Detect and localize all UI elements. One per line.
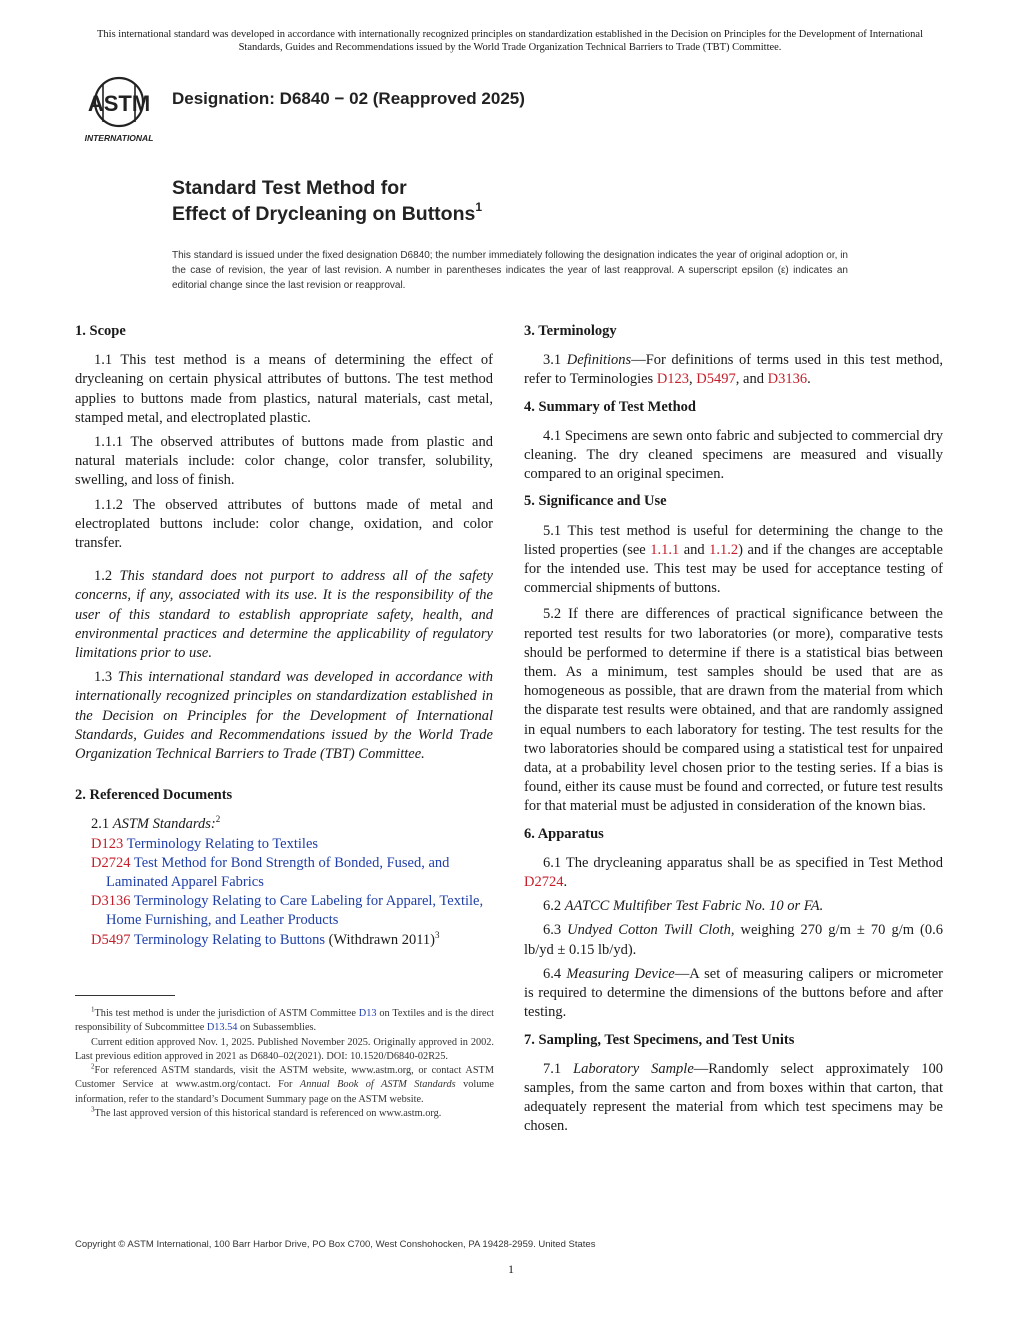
para-4-1: 4.1 Specimens are sewn onto fabric and subjected to commercial dry cleaning. The dry cleaned specimens are measured and visually compared to an original specimen. [524,427,943,483]
para-1-2-text: This standard does not purport to address all of the safety concerns, if any, associated with its use. It is the responsibility of the user of this standard to establish appropriate safety, health, and environmental practices and determine the applicability of regulatory limitations prior to use. [75,568,493,662]
para-2-1-label: ASTM Standards: [112,816,216,833]
issued-note: This standard is issued under the fixed designation D6840; the number immediately following the designation indicates the year of original adoption or, in the case of revision, the year of last revision. A number in parentheses indicates the year of last reapproval. A superscript epsilon (ε) indicates an editorial change since the last revision or reapproval. [172,250,848,291]
ref-link-d123[interactable]: D123 [656,371,690,388]
standard-notice: This international standard was developed in accordance with internationally recognized principles on standardization established in the Decision on Principles for the Development of International Standards, Guides and Recommendations issued by the World Trade Organization Technical Barriers to Trade (TBT) Committee. [96,29,924,53]
para-7-1-text: —Randomly select approximately 100 samples, from the same carton and from boxes within that carton, that adequately represent the material from which test specimens may be chosen. [524,1060,944,1135]
subcommittee-link[interactable]: D13.54 [206,1022,238,1034]
para-7-1 [524,1060,943,1137]
ref-title-link[interactable]: Terminology Relating to Textiles [126,835,319,852]
footnote-2-mark: 2 [91,1062,95,1071]
footnote-mark-3: 3 [435,929,440,940]
section-link-1-1-1[interactable]: 1.1.1 [650,541,680,558]
footnote-3 [75,1107,494,1121]
ref-code-link[interactable]: D123 [91,835,124,852]
ref-title-link[interactable]: Test Method for Bond Strength of Bonded, Fused, and Laminated Apparel Fabrics [106,854,450,891]
footnote-edition: Current edition approved Nov. 1, 2025. Published November 2025. Originally approved in 2002. Last previous edition approved in 2021 as D6840–02(2021). DOI: 10.1520/D6840-02R25. [75,1036,494,1062]
footnote-mark-2: 2 [215,814,221,825]
para-1-3-number: 1.3 [94,669,113,686]
ref-title-link[interactable]: Terminology Relating to Buttons [133,931,325,948]
para-5-1 [524,522,943,599]
ref-link-d3136[interactable]: D3136 [767,371,808,388]
section-3-heading: 3. Terminology [524,323,617,339]
astm-logo-mark [73,72,163,146]
para-1-1: 1.1 This test method is a means of determining the effect of drycleaning on certain physical attributes of buttons. The test method applies to buttons made from plastics, natural materials, cast metal, stamped metal, and electroplated plastic. [75,352,493,426]
para-1-3 [75,668,493,764]
para-3-1-text: —For definitions of terms used in this test method, refer to Terminologies [524,352,943,388]
para-1-2-number: 1.2 [94,568,113,585]
footnote-2-text-b: volume information, refer to the standard’s Document Summary page on the ASTM website. [75,1079,494,1105]
para-6-3-term: Undyed Cotton Twill Cloth, [567,922,735,939]
section-2-heading: 2. Referenced Documents [75,787,233,804]
para-1-1-2: 1.1.2 The observed attributes of buttons made of metal and electroplated buttons include: color change, oxidation, and color transfer. [75,496,493,552]
para-1-2 [75,567,493,663]
ref-link-d2724[interactable]: D2724 [524,874,564,891]
footnote-3-mark: 3 [91,1105,95,1114]
para-3-1 [524,351,943,389]
footnotes [75,1007,494,1121]
section-5-heading: 5. Significance and Use [524,493,667,510]
referenced-documents-list [75,815,493,949]
para-6-1-text: 6.1 The drycleaning apparatus shall be as specified in Test Method [543,854,943,871]
para-2-1-number: 2.1 [91,816,110,833]
committee-link[interactable]: D13 [358,1008,377,1019]
section-6-heading: 6. Apparatus [524,825,604,842]
para-6-2 [524,897,943,916]
para-7-1-number: 7.1 [543,1060,562,1077]
separator: , [689,371,697,388]
para-6-4-text: —A set of measuring calipers or micrometer is required to determine the dimensions of the buttons before and after testing. [524,965,943,1021]
ref-code-link[interactable]: D2724 [91,854,131,871]
para-1-3-text: This international standard was developed in accordance with internationally recognized principles on standardization established in the Decision on Principles for the Development of International Standards, Guides and Recommendations issued by the World Trade Organization Technical Barriers to Trade (TBT) Committee. [75,669,493,763]
footnote-1 [75,1007,494,1036]
footnote-1-text-a: This test method is under the jurisdiction of ASTM Committee [94,1008,359,1019]
copyright-notice: Copyright © ASTM International, 100 Barr Harbor Drive, PO Box C700, West Conshohocken, PA 19428-2959. United States [75,1239,596,1250]
period: . [563,874,568,891]
section-4-heading: 4. Summary of Test Method [524,398,696,415]
logo-letters: ASTM [87,91,151,116]
list-item[interactable] [75,931,493,950]
section-link-1-1-2[interactable]: 1.1.2 [709,541,739,558]
footnote-3-text: The last approved version of this historical standard is referenced on www.astm.org. [94,1108,442,1120]
para-6-3-number: 6.3 [543,922,562,939]
para-6-4-term: Measuring Device [566,965,675,982]
separator: , and [735,371,768,388]
footnote-1-text-b: on Textiles and is the direct responsibility of Subcommittee [75,1008,494,1034]
astm-standards-label [75,815,493,834]
para-7-1-term: Laboratory Sample [573,1060,694,1077]
para-6-4-number: 6.4 [543,965,562,982]
footnote-2 [75,1064,494,1107]
designation: Designation: D6840 − 02 (Reapproved 2025) [172,89,525,108]
para-1-1-1: 1.1.1 The observed attributes of buttons made from plastic and natural materials include: color change, color transfer, solubility, swelling, and loss of finish. [75,434,493,489]
title-line-1: Standard Test Method for [172,177,407,199]
right-column [524,322,943,1142]
footnote-1-text-c: on Subassemblies. [237,1022,317,1034]
para-6-2-text: AATCC Multifiber Test Fabric No. 10 or FA. [564,898,824,915]
title-footnote-mark: 1 [475,200,483,214]
list-item[interactable] [75,892,493,930]
para-6-3 [524,921,943,959]
footnote-divider [75,995,175,996]
astm-logo [73,72,163,146]
para-5-1-text-b: ) and if the changes are acceptable for the intended use. This test may be used for acceptance testing of commercial shipments of buttons. [524,541,943,597]
para-3-1-number: 3.1 [543,352,562,369]
ref-code-link[interactable]: D3136 [91,893,131,910]
footnote-2-italic: Annual Book of ASTM Standards [299,1079,456,1091]
ref-code-link[interactable]: D5497 [91,931,131,948]
para-6-1 [524,854,943,892]
para-6-2-number: 6.2 [543,898,562,915]
para-6-4 [524,965,943,1023]
footnote-1-mark: 1 [91,1005,95,1014]
page-title [172,175,482,227]
list-item[interactable] [75,835,493,854]
footnote-2-text-a: For referenced ASTM standards, visit the ASTM website, www.astm.org, or contact ASTM Customer Service at www.astm.org/contact. For [75,1065,494,1091]
logo-caption: INTERNATIONAL [84,133,154,143]
ref-title-link[interactable]: Terminology Relating to Care Labeling for Apparel, Textile, Home Furnishing, and Leather Products [106,893,484,929]
section-1-heading: 1. Scope [75,323,126,339]
page-number: 1 [508,1262,514,1276]
left-column [75,322,493,950]
title-line-2: Effect of Drycleaning on Buttons [172,203,476,225]
ref-withdrawn-note: (Withdrawn 2011) [324,931,435,948]
para-5-2: 5.2 If there are differences of practical significance between the reported test results for two laboratories (or more), comparative tests should be performed to determine if there is a statistical bias between them. As a minimum, test samples should be used that are as homogeneous as possible, that are drawn from the material from which the disparate test results were obtained, and that are randomly assigned in equal numbers to each laboratory for testing. The test results for the two laboratories should be compared using a statistical test for unpaired data, at a probability level chosen prior to the testing series. If a bias is found, either its cause must be found and corrected, or future test results for that material must be adjusted in consideration of the known bias. [524,606,943,815]
para-6-3-text: weighing 270 g/m ± 70 g/m (0.6 lb/yd ± 0.15 lb/yd). [524,922,943,958]
ref-link-d5497[interactable]: D5497 [696,371,736,388]
section-7-heading: 7. Sampling, Test Specimens, and Test Units [524,1031,795,1048]
list-item[interactable] [75,854,493,892]
para-3-1-term: Definitions [566,352,632,369]
conjunction: and [679,541,710,558]
period: . [807,371,811,388]
para-5-1-text-a: 5.1 This test method is useful for determining the change to the listed properties (see [524,522,943,558]
